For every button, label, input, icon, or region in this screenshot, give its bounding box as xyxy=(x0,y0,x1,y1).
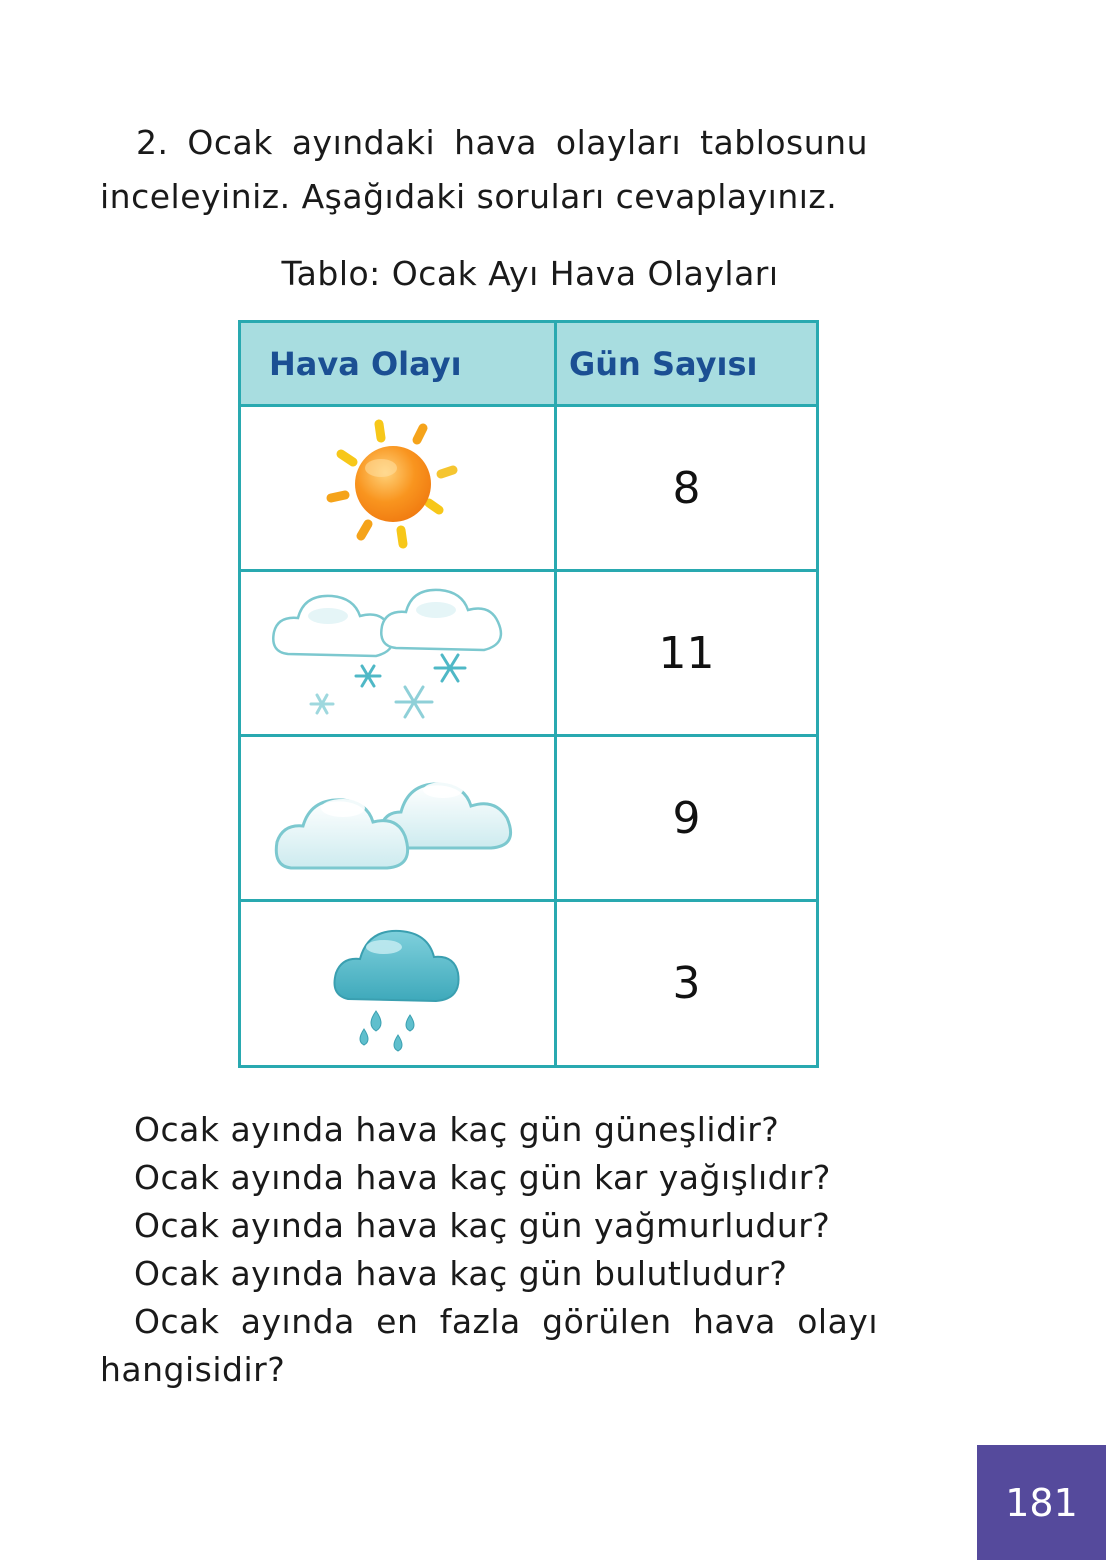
weather-icon-cell xyxy=(240,736,556,901)
instruction-text xyxy=(100,116,868,224)
day-count-value: 11 xyxy=(556,571,818,736)
table-row xyxy=(240,901,818,1067)
header-weather-event: Hava Olayı xyxy=(240,322,556,406)
questions-block xyxy=(100,1106,878,1394)
day-count-value: 9 xyxy=(556,736,818,901)
table-row xyxy=(240,571,818,736)
weather-icon-cell xyxy=(240,406,556,571)
table-caption: Tablo: Ocak Ayı Hava Olayları xyxy=(281,254,779,293)
weather-table xyxy=(238,320,819,1068)
day-count-value: 3 xyxy=(556,901,818,1067)
snow-cloud-icon xyxy=(268,576,528,726)
question-item: Ocak ayında hava kaç gün yağmurludur? xyxy=(134,1206,831,1245)
table-row xyxy=(240,736,818,901)
question-item: Ocak ayında en fazla görülen hava olayı xyxy=(134,1302,878,1341)
table-row xyxy=(240,406,818,571)
question-item: Ocak ayında hava kaç gün kar yağışlıdır? xyxy=(134,1158,831,1197)
rain-cloud-icon xyxy=(328,907,468,1057)
table-header-row xyxy=(240,322,818,406)
day-count-value: 8 xyxy=(556,406,818,571)
instruction-line-2: inceleyiniz. Aşağıdaki soruları cevaplayınız. xyxy=(100,177,838,216)
weather-icon-cell xyxy=(240,571,556,736)
question-continuation: hangisidir? xyxy=(100,1350,286,1389)
instruction-line-1: 2. Ocak ayındaki hava olayları tablosunu xyxy=(136,123,868,162)
cloud-icon xyxy=(273,756,523,876)
sun-icon xyxy=(323,416,473,556)
weather-icon-cell xyxy=(240,901,556,1067)
question-item: Ocak ayında hava kaç gün bulutludur? xyxy=(134,1254,788,1293)
page-number-badge: 181 xyxy=(977,1445,1106,1560)
question-item: Ocak ayında hava kaç gün güneşlidir? xyxy=(134,1110,780,1149)
header-day-count: Gün Sayısı xyxy=(556,322,818,406)
